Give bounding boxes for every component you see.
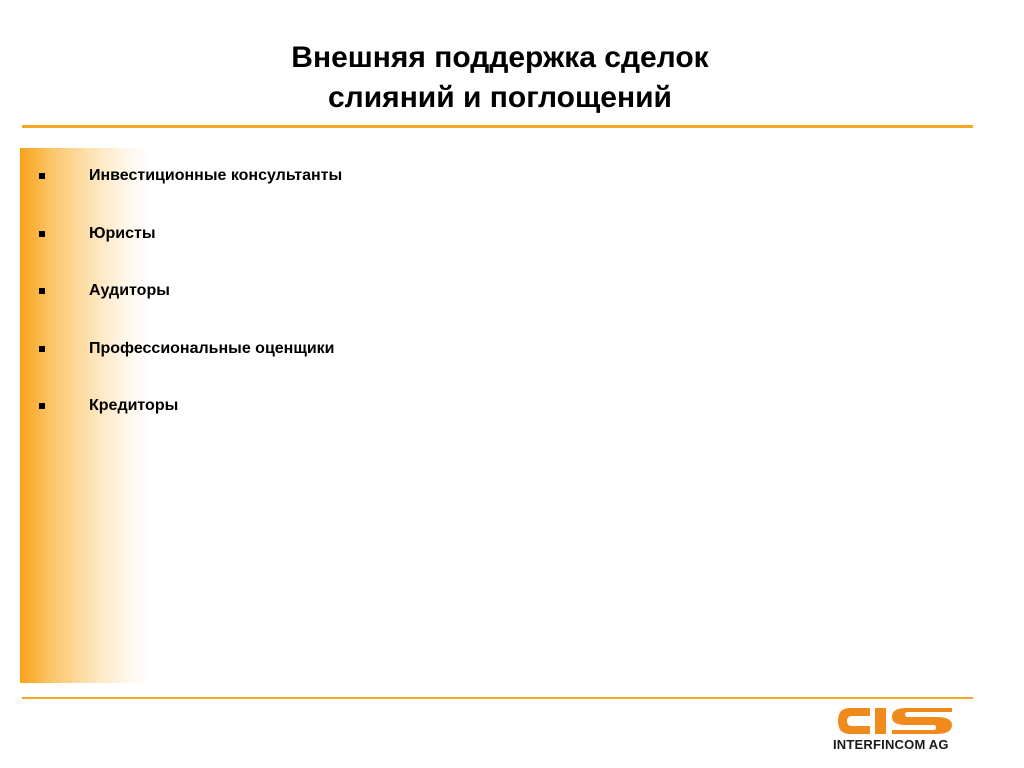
bullet-text: Кредиторы	[89, 397, 179, 414]
cis-logo-mark-icon	[836, 704, 954, 738]
bullet-text: Профессиональные оценщики	[89, 340, 335, 357]
list-item	[20, 165, 920, 189]
list-item	[20, 338, 920, 362]
list-item	[20, 280, 920, 304]
title-line-1: Внешняя поддержка сделок	[291, 41, 709, 74]
square-bullet-icon	[39, 288, 45, 294]
bullet-text: Юристы	[89, 225, 156, 242]
company-name: INTERFINCOM AG	[833, 737, 949, 752]
list-item	[20, 395, 920, 419]
square-bullet-icon	[39, 346, 45, 352]
slide-title	[0, 38, 1000, 118]
bullet-text: Инвестиционные консультанты	[89, 167, 343, 184]
bottom-divider	[22, 697, 973, 699]
square-bullet-icon	[39, 173, 45, 179]
square-bullet-icon	[39, 403, 45, 409]
bullet-text: Аудиторы	[89, 282, 170, 299]
company-logo	[833, 704, 978, 756]
top-divider	[22, 125, 973, 128]
list-item	[20, 223, 920, 247]
square-bullet-icon	[39, 231, 45, 237]
title-line-2: слияний и поглощений	[328, 81, 672, 114]
